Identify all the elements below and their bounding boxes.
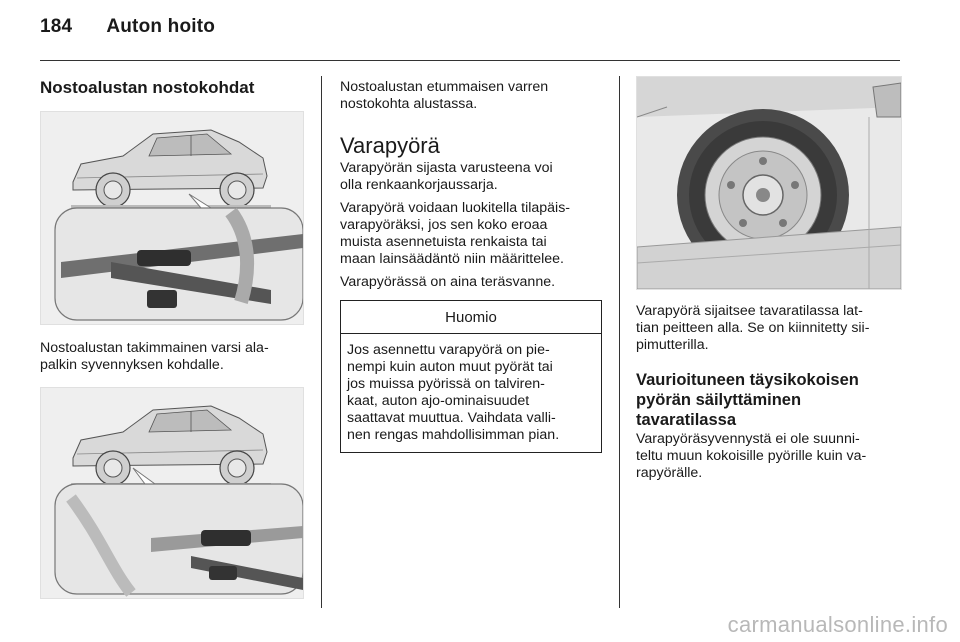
note-body: Jos asennettu varapyörä on pie- nempi kuin auton muut pyörät tai jos muissa pyörissä on talviren- kaat, auton ajo-ominaisuudet saattavat muuttua. Vaihdata valli- nen rengas mahdollisimman pian.	[347, 342, 560, 444]
column-3	[636, 76, 900, 482]
page-header	[40, 16, 215, 38]
section-title: Auton hoito	[106, 16, 216, 37]
spare-wheel-heading: Varapyörä	[340, 133, 440, 158]
front-jack-text: Nostoalustan etummaisen varren nostokohta alustassa.	[340, 79, 549, 112]
watermark: carmanualsonline.info	[727, 612, 948, 637]
car-side-lift-rear-svg	[41, 388, 303, 598]
car-side-lift-front-svg	[41, 112, 303, 324]
spare-wheel-svg	[637, 77, 901, 289]
spare-wheel-para-1: Varapyörän sijasta varusteena voi olla renkaankorjaussarja.	[340, 160, 553, 194]
jack-points-heading: Nostoalustan nostokohdat	[40, 78, 255, 97]
page-number: 184	[40, 16, 73, 37]
spare-wheel-para-2: Varapyörä voidaan luokitella tilapäis- varapyöräksi, jos sen koko eroaa muista asennetuista renkaista tai maan lainsäädäntö niin määrittelee.	[340, 200, 571, 268]
illustration-rear-jack-point	[40, 387, 304, 599]
illustration-spare-wheel-well	[636, 76, 902, 290]
column-1	[40, 76, 302, 599]
damaged-wheel-para: Varapyöräsyvennystä ei ole suunni- teltu muun kokoisille pyörille kuin va- rapyörälle.	[636, 431, 867, 482]
rear-jack-caption: Nostoalustan takimmainen varsi ala- palkin syvennyksen kohdalle.	[40, 340, 269, 374]
column-2	[340, 76, 602, 453]
damaged-wheel-heading: Vaurioituneen täysikokoisen pyörän säilyttäminen tavaratilassa	[636, 371, 859, 430]
note-box	[340, 300, 602, 453]
spare-wheel-para-3: Varapyörässä on aina teräsvanne.	[340, 274, 556, 291]
spare-wheel-location-caption: Varapyörä sijaitsee tavaratilassa lat- tian peitteen alla. Se on kiinnitetty sii- pimutterilla.	[636, 303, 870, 353]
note-title: Huomio	[341, 301, 601, 334]
header-rule	[40, 60, 900, 61]
column-divider-1	[321, 76, 322, 608]
illustration-front-jack-point	[40, 111, 304, 325]
column-divider-2	[619, 76, 620, 608]
